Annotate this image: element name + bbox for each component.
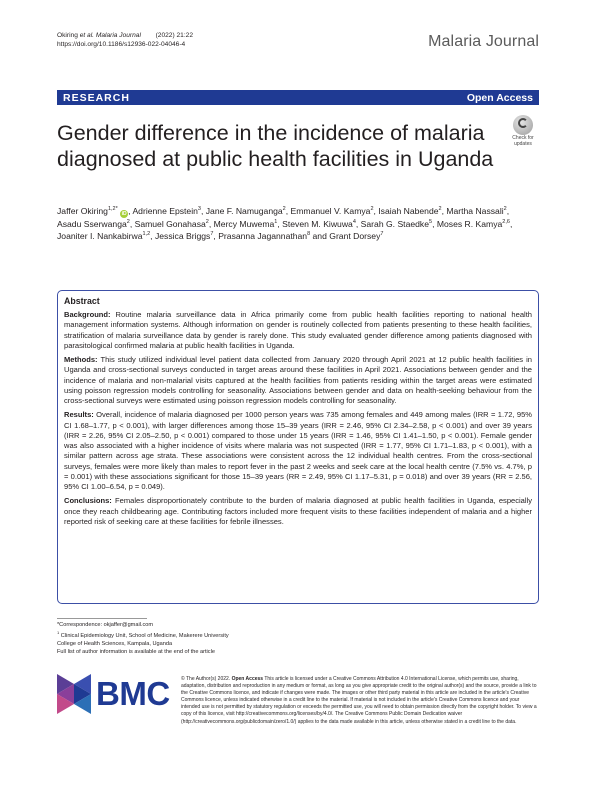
results-text: Overall, incidence of malaria diagnosed per 1000 person years was 735 among females and 449 among males (IRR = 1.72, 95% CI 1.68–1.77, p < 0.001), with larger differences among those 15–39 years (IRR = 2.46, 95% CI 2.34–2.58, p < 0.001) and over 39 years (IRR = 2.26, 95% CI 2.05–2.50, p < 0.001) compared to those under 15 years (IRR = 1.46, 95% CI 1.41–1.50, p < 0.001). Female gender was also associated with a higher incidence of visits where malaria was not suspected (IRR = 1.77, 95% CI 1.71–1.83, p < 0.001), with a similar pattern across age strata. These associations were consistent across the 12 individual health centres. From the cross-sectional surveys, females were more likely than males to report fever in the past 2 weeks and seek care at the local health centre (7.5% vs. 4.7%, p = 0.001) with these associations significant for those 15–39 years (RR = 2.49, 95% CI 1.17–5.31, p = 0.018) and over 39 years (RR = 2.56, 95% CI 1.00–6.54, p = 0.049).: [64, 410, 532, 491]
abstract-methods: [64, 355, 532, 406]
author-affiliation-sup: 2,6: [502, 219, 510, 226]
author-separator: ,: [208, 219, 214, 229]
author-separator: ,: [441, 206, 447, 216]
refresh-icon: [513, 115, 533, 135]
section-label: RESEARCH: [63, 91, 130, 104]
author-separator: ,: [506, 206, 510, 216]
author-affiliation-sup: 1,2*: [107, 206, 118, 213]
affiliation-sup: 1: [57, 630, 60, 635]
author-separator: ,: [129, 219, 135, 229]
author-name[interactable]: Mercy Muwema: [213, 219, 275, 229]
author-affiliation-sup: 7: [380, 231, 384, 238]
abstract-heading: Abstract: [64, 296, 100, 306]
author-separator: ,: [213, 231, 219, 242]
doi-link[interactable]: https://doi.org/10.1186/s12936-022-04046-4: [57, 40, 186, 48]
author-affiliation-sup: 2: [282, 206, 286, 213]
open-access-label: Open Access: [466, 91, 533, 104]
author-name[interactable]: Prasanna Jagannathan: [218, 231, 308, 242]
author-name[interactable]: Samuel Gonahasa: [134, 219, 206, 229]
affiliation-line-1: Clinical Epidemiology Unit, School of Medicine, Makerere University: [59, 632, 229, 639]
author-name[interactable]: Asadu Sserwanga: [57, 219, 127, 229]
background-text: Routine malaria surveillance data in Africa primarily come from public health facilities reporting to national health management information systems. Although information on gender is routinely collected from patients presenting to these health facilities, stratification of malaria surveillance data by gender is rarely done. This study evaluated gender difference among patients diagnosed with parasitological confirmed malaria at public health facilities in Uganda.: [64, 310, 532, 350]
citation-authors: Okiring: [57, 32, 80, 39]
author-separator: ,: [150, 231, 155, 242]
author-separator: and: [310, 231, 330, 242]
methods-text: This study utilized individual level patient data collected from January 2020 through April 2021 at 12 public health facilities in Uganda and cross-sectional surveys conducted in target areas around these facilities in April 2021. Associations between gender and the incidence of malaria and non-malarial visits captured at the health facilities from patients residing within the target areas were estimated using poisson regression models controlling for seasonality. Associations between gender and data on health-seeking behaviour from the cross-sectional surveys were estimated using poisson regression models controlling for seasonality.: [64, 355, 532, 405]
results-label: Results:: [64, 410, 94, 420]
author-affiliation-sup: 1: [274, 219, 278, 226]
license-statement: [181, 676, 539, 726]
author-separator: ,: [373, 206, 379, 216]
author-affiliation-sup: 2: [205, 219, 209, 226]
citation-header: [57, 32, 193, 49]
author-affiliation-sup: 5: [429, 219, 433, 226]
abstract-results: [64, 410, 532, 492]
citation-year-volume: (2022) 21:22: [155, 32, 193, 39]
author-affiliation-sup: 1,2: [142, 231, 151, 238]
author-affiliation-sup: 2: [438, 206, 442, 213]
affiliation-line-2: College of Health Sciences, Kampala, Uganda: [57, 640, 173, 647]
abstract-conclusions: [64, 496, 532, 527]
abstract-box: [57, 290, 539, 604]
author-name[interactable]: Grant Dorsey: [329, 231, 381, 242]
author-info-note: Full list of author information is available at the end of the article: [57, 648, 215, 655]
author-name[interactable]: Steven M. Kiwuwa: [282, 219, 353, 229]
bmc-logo[interactable]: [57, 674, 172, 714]
background-label: Background:: [64, 310, 111, 319]
author-separator: ,: [128, 206, 133, 216]
author-separator: ,: [432, 219, 437, 229]
check-for-updates-badge[interactable]: [507, 115, 539, 149]
author-affiliation-sup: 3: [197, 206, 201, 213]
author-separator: ,: [355, 219, 361, 229]
bmc-logo-text: BMC: [96, 675, 170, 712]
correspondence: *Correspondence: okjaffer@gmail.com: [57, 622, 154, 628]
badge-text-2: updates: [514, 140, 532, 147]
badge-text-1: Check for: [512, 135, 534, 141]
bmc-logo-icon: [57, 674, 91, 714]
copyright: © The Author(s) 2022.: [181, 676, 231, 682]
author-affiliation-sup: 2: [503, 206, 507, 213]
author-name[interactable]: Jaffer Okiring: [57, 206, 108, 216]
author-separator: ,: [285, 206, 291, 216]
author-separator: ,: [277, 219, 283, 229]
author-name[interactable]: Adrienne Epstein: [132, 206, 198, 216]
conclusions-label: Conclusions:: [64, 496, 112, 506]
author-separator: ,: [509, 219, 513, 229]
author-affiliation-sup: 4: [352, 219, 356, 226]
author-list: [57, 205, 527, 242]
author-name[interactable]: Emmanuel V. Kamya: [290, 206, 371, 216]
citation-journal: et al. Malaria Journal: [79, 32, 141, 39]
author-affiliation-sup: 2: [370, 206, 374, 213]
conclusions-text: Females disproportionately contribute to the burden of malaria diagnosed at public health facilities in Uganda, especially once they reach childbearing age. Contributing factors included more frequent visits to these facilities independent of malaria and a higher reported risk of seeking care at these facilities for febrile illnesses.: [64, 496, 532, 526]
author-affiliation-sup: 7: [210, 231, 214, 238]
methods-label: Methods:: [64, 355, 98, 364]
journal-name[interactable]: Malaria Journal: [428, 33, 539, 50]
article-title: Gender difference in the incidence of malaria diagnosed at public health facilities in Uganda: [57, 121, 494, 171]
license-text: This article is licensed under a Creative Commons Attribution 4.0 International License, which permits use, sharing, adaptation, distribution and reproduction in any medium or format, as long as you give appropriate credit to the original author(s) and the source, provide a link to the Creative Commons licence, and indicate if changes were made. The images or other third party material in this article are included in the article's Creative Commons licence, unless indicated otherwise in a credit line to the material. If material is not included in the article's Creative Commons licence and your intended use is not permitted by statutory regulation or exceeds the permitted use, you will need to obtain permission directly from the copyright holder. To view a copy of this licence, visit http://creativecommons.org/licenses/by/4.0/. The Creative Commons Public Domain Dedication waiver (http://creativecommons.org/publicdomain/zero/1.0/) applies to the data made available in this article, unless otherwise stated in a credit line to the data.: [181, 676, 537, 725]
footnote-divider: [57, 618, 147, 619]
author-name[interactable]: Joaniter I. Nankabirwa: [57, 231, 143, 242]
author-separator: ,: [200, 206, 206, 216]
author-affiliation-sup: 8: [307, 231, 311, 238]
author-affiliation-sup: 2: [126, 219, 130, 226]
license-oa-label: Open Access: [230, 676, 264, 682]
author-name[interactable]: Jessica Briggs: [154, 231, 211, 242]
abstract-background: [64, 310, 532, 351]
author-name[interactable]: Isaiah Nabende: [378, 206, 439, 216]
author-name[interactable]: Sarah G. Staedke: [360, 219, 429, 229]
author-name[interactable]: Martha Nassali: [446, 206, 504, 216]
author-name[interactable]: Jane F. Namuganga: [205, 206, 283, 216]
article-type-banner: [57, 90, 539, 105]
footnotes: [57, 621, 357, 656]
orcid-icon[interactable]: iD: [121, 211, 127, 217]
author-name[interactable]: Moses R. Kamya: [436, 219, 503, 229]
